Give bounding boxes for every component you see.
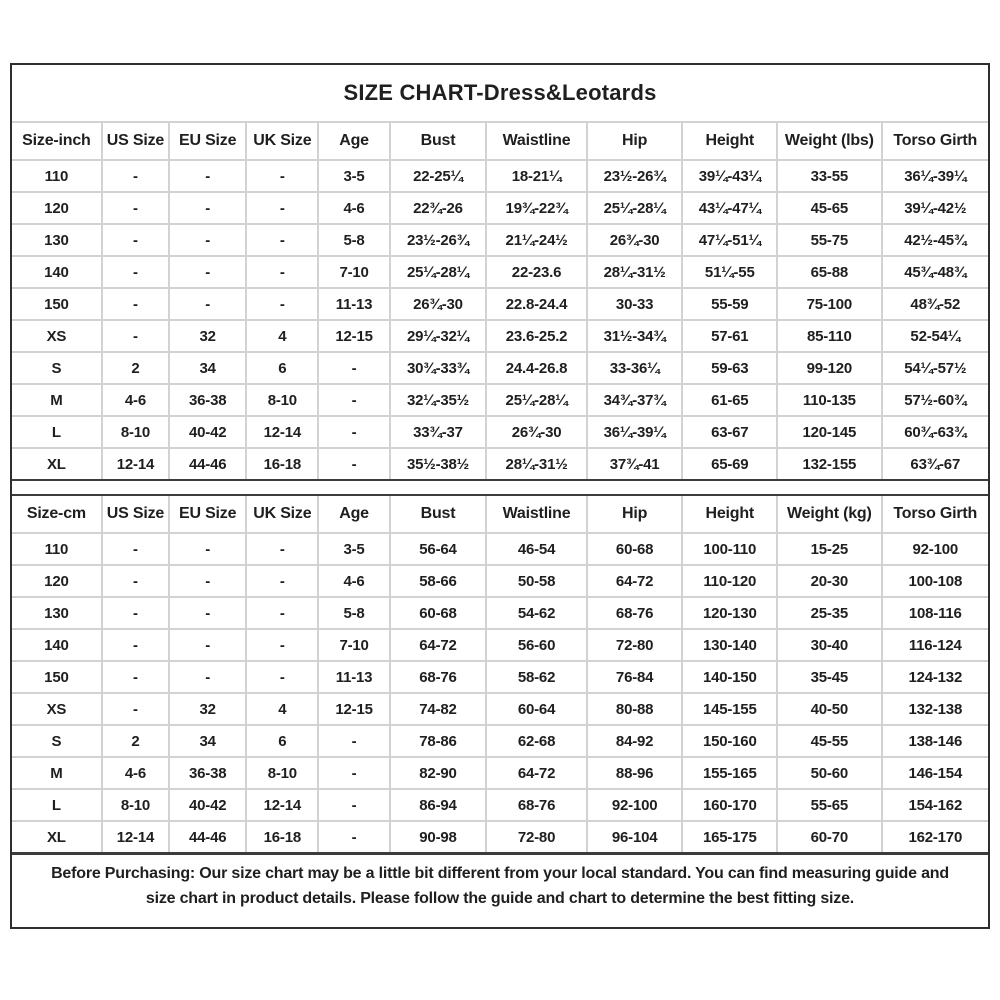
table-row: [12, 256, 988, 288]
table-cell: 25-35: [777, 597, 881, 629]
table-cell: 51¼-55: [682, 256, 777, 288]
size-row-label: 140: [12, 256, 102, 288]
table-cell: 3-5: [318, 533, 389, 565]
table-cell: 25¼-28¼: [486, 384, 587, 416]
table-cell: 132-138: [882, 693, 988, 725]
table-cell: -: [246, 256, 318, 288]
table-row: [12, 320, 988, 352]
table-cell: 138-146: [882, 725, 988, 757]
table-cell: -: [169, 288, 246, 320]
table-cell: 132-155: [777, 448, 881, 479]
table-row: [12, 629, 988, 661]
table-cell: 57-61: [682, 320, 777, 352]
table-cell: 60-70: [777, 821, 881, 852]
table-cell: 88-96: [587, 757, 683, 789]
table-cell: -: [318, 725, 389, 757]
table-cell: 120-145: [777, 416, 881, 448]
column-header: Torso Girth: [882, 123, 988, 160]
table-cell: 140-150: [682, 661, 777, 693]
size-row-label: L: [12, 416, 102, 448]
table-cell: -: [169, 565, 246, 597]
table-cell: 4-6: [318, 192, 389, 224]
table-cell: -: [246, 288, 318, 320]
table-cell: -: [102, 288, 169, 320]
table-cell: 23.6-25.2: [486, 320, 587, 352]
table-cell: 23½-26¾: [390, 224, 487, 256]
table-cell: 34: [169, 352, 246, 384]
table-cell: 36¼-39¼: [882, 160, 988, 192]
table-cell: 68-76: [587, 597, 683, 629]
table-cell: 24.4-26.8: [486, 352, 587, 384]
table-cell: 4: [246, 320, 318, 352]
table-cell: -: [102, 224, 169, 256]
table-cell: 28¼-31½: [587, 256, 683, 288]
size-row-label: M: [12, 757, 102, 789]
table-cell: 100-110: [682, 533, 777, 565]
table-cell: -: [246, 661, 318, 693]
table-cell: 12-14: [102, 821, 169, 852]
table-cell: -: [318, 352, 389, 384]
size-row-label: S: [12, 725, 102, 757]
size-row-label: S: [12, 352, 102, 384]
table-row: [12, 821, 988, 852]
table-cell: 40-42: [169, 416, 246, 448]
table-cell: -: [102, 533, 169, 565]
table-cell: 60¾-63¾: [882, 416, 988, 448]
table-cell: 63¾-67: [882, 448, 988, 479]
size-row-label: 110: [12, 160, 102, 192]
table-cell: -: [169, 192, 246, 224]
table-cell: 30-40: [777, 629, 881, 661]
size-row-label: 150: [12, 288, 102, 320]
table-cell: -: [318, 757, 389, 789]
table-cell: 4-6: [102, 384, 169, 416]
table-cell: 110-120: [682, 565, 777, 597]
table-row: [12, 448, 988, 479]
column-header: US Size: [102, 123, 169, 160]
table-cell: 6: [246, 352, 318, 384]
table-cell: -: [169, 160, 246, 192]
column-header: Torso Girth: [882, 496, 988, 533]
table-cell: 92-100: [882, 533, 988, 565]
table-cell: 22¾-26: [390, 192, 487, 224]
table-cell: 58-62: [486, 661, 587, 693]
table-cell: -: [246, 565, 318, 597]
table-cell: 80-88: [587, 693, 683, 725]
column-header: Bust: [390, 123, 487, 160]
table-row: [12, 288, 988, 320]
page-title: SIZE CHART-Dress&Leotards: [343, 80, 657, 105]
table-cell: 99-120: [777, 352, 881, 384]
table-cell: 4: [246, 693, 318, 725]
table-cell: -: [318, 416, 389, 448]
table-cell: 34¾-37¾: [587, 384, 683, 416]
table-cell: -: [246, 160, 318, 192]
table-cell: 55-75: [777, 224, 881, 256]
table-row: [12, 416, 988, 448]
table-cell: 68-76: [390, 661, 487, 693]
table-cell: 12-14: [102, 448, 169, 479]
table-cell: 116-124: [882, 629, 988, 661]
table-cell: 46-54: [486, 533, 587, 565]
table-cell: 50-58: [486, 565, 587, 597]
table-cell: 33-36¼: [587, 352, 683, 384]
size-row-label: 130: [12, 224, 102, 256]
table-cell: 28¼-31½: [486, 448, 587, 479]
table-cell: 40-42: [169, 789, 246, 821]
table-cell: -: [102, 565, 169, 597]
table-cell: 32: [169, 320, 246, 352]
table-cell: 82-90: [390, 757, 487, 789]
table-row: [12, 725, 988, 757]
table-cell: 108-116: [882, 597, 988, 629]
table-cell: 155-165: [682, 757, 777, 789]
table-cell: 30-33: [587, 288, 683, 320]
table-cell: 146-154: [882, 757, 988, 789]
table-cell: 11-13: [318, 288, 389, 320]
table-cell: 8-10: [246, 757, 318, 789]
table-cell: 120-130: [682, 597, 777, 629]
table-cell: -: [246, 597, 318, 629]
table-cell: 54-62: [486, 597, 587, 629]
size-table-inch: [12, 123, 988, 479]
table-cell: 45-55: [777, 725, 881, 757]
table-row: [12, 192, 988, 224]
column-header: UK Size: [246, 123, 318, 160]
table-cell: 56-60: [486, 629, 587, 661]
table-cell: -: [102, 629, 169, 661]
table-cell: 35½-38½: [390, 448, 487, 479]
table-cell: 22-25¼: [390, 160, 487, 192]
table-cell: -: [318, 448, 389, 479]
table-cell: 22.8-24.4: [486, 288, 587, 320]
table-cell: 7-10: [318, 256, 389, 288]
table-cell: 130-140: [682, 629, 777, 661]
table-cell: 96-104: [587, 821, 683, 852]
table-cell: 2: [102, 725, 169, 757]
table-cell: 8-10: [102, 416, 169, 448]
table-cell: 30¾-33¾: [390, 352, 487, 384]
table-cell: 12-14: [246, 789, 318, 821]
table-cell: 20-30: [777, 565, 881, 597]
table-cell: 61-65: [682, 384, 777, 416]
table-row: [12, 384, 988, 416]
table-cell: 52-54¼: [882, 320, 988, 352]
table-cell: 154-162: [882, 789, 988, 821]
column-header: Waistline: [486, 123, 587, 160]
table-cell: 150-160: [682, 725, 777, 757]
table-row: [12, 224, 988, 256]
table-cell: 160-170: [682, 789, 777, 821]
table-cell: 7-10: [318, 629, 389, 661]
table-cell: 16-18: [246, 448, 318, 479]
size-row-label: XL: [12, 821, 102, 852]
table-cell: 34: [169, 725, 246, 757]
table-cell: -: [102, 597, 169, 629]
column-header: UK Size: [246, 496, 318, 533]
table-cell: 124-132: [882, 661, 988, 693]
title-bar: [12, 65, 988, 123]
size-row-label: 120: [12, 565, 102, 597]
table-cell: 50-60: [777, 757, 881, 789]
table-cell: 78-86: [390, 725, 487, 757]
table-cell: 15-25: [777, 533, 881, 565]
table-cell: -: [246, 192, 318, 224]
table-cell: -: [102, 693, 169, 725]
table-cell: 55-59: [682, 288, 777, 320]
table-cell: 26¾-30: [486, 416, 587, 448]
table-cell: 25¼-28¼: [587, 192, 683, 224]
table-cell: -: [102, 320, 169, 352]
size-table-cm: [12, 496, 988, 852]
note-line-2: size chart in product details. Please follow the guide and chart to determine the best fitting size.: [145, 890, 855, 907]
table-cell: 4-6: [318, 565, 389, 597]
table-cell: 31½-34¾: [587, 320, 683, 352]
column-header: US Size: [102, 496, 169, 533]
size-row-label: XS: [12, 320, 102, 352]
column-header: Size-inch: [12, 123, 102, 160]
table-row: [12, 661, 988, 693]
table-cell: 162-170: [882, 821, 988, 852]
table-cell: 29¼-32¼: [390, 320, 487, 352]
table-cell: 60-68: [390, 597, 487, 629]
table-cell: -: [318, 384, 389, 416]
table-cell: 3-5: [318, 160, 389, 192]
column-header: Age: [318, 496, 389, 533]
table-cell: 12-15: [318, 693, 389, 725]
size-row-label: M: [12, 384, 102, 416]
size-row-label: L: [12, 789, 102, 821]
column-header: Height: [682, 123, 777, 160]
table-cell: 5-8: [318, 597, 389, 629]
size-row-label: 140: [12, 629, 102, 661]
table-cell: 33¾-37: [390, 416, 487, 448]
column-header: Size-cm: [12, 496, 102, 533]
table-cell: 32¼-35½: [390, 384, 487, 416]
table-cell: 72-80: [587, 629, 683, 661]
table-cell: 33-55: [777, 160, 881, 192]
table-cell: 6: [246, 725, 318, 757]
table-cell: 39¼-43¼: [682, 160, 777, 192]
table-cell: 47¼-51¼: [682, 224, 777, 256]
table-cell: 12-15: [318, 320, 389, 352]
purchase-note: [12, 852, 988, 919]
table-cell: -: [102, 160, 169, 192]
table-cell: 42½-45¾: [882, 224, 988, 256]
table-cell: -: [169, 224, 246, 256]
table-cell: 8-10: [246, 384, 318, 416]
table-cell: 57½-60¾: [882, 384, 988, 416]
column-header: Age: [318, 123, 389, 160]
table-row: [12, 352, 988, 384]
table-cell: 36-38: [169, 384, 246, 416]
table-cell: 165-175: [682, 821, 777, 852]
size-row-label: XL: [12, 448, 102, 479]
table-cell: 64-72: [390, 629, 487, 661]
table-cell: 21¼-24½: [486, 224, 587, 256]
table-cell: 55-65: [777, 789, 881, 821]
table-cell: 36-38: [169, 757, 246, 789]
table-row: [12, 565, 988, 597]
table-cell: -: [102, 192, 169, 224]
table-cell: 54¼-57½: [882, 352, 988, 384]
table-cell: 72-80: [486, 821, 587, 852]
table-cell: -: [246, 224, 318, 256]
column-header: Waistline: [486, 496, 587, 533]
size-row-label: 120: [12, 192, 102, 224]
table-cell: 60-68: [587, 533, 683, 565]
table-cell: -: [169, 256, 246, 288]
column-header: Bust: [390, 496, 487, 533]
size-row-label: 130: [12, 597, 102, 629]
column-header: Weight (lbs): [777, 123, 881, 160]
table-cell: 85-110: [777, 320, 881, 352]
column-header: Hip: [587, 123, 683, 160]
table-cell: 65-69: [682, 448, 777, 479]
table-cell: 45-65: [777, 192, 881, 224]
table-cell: 62-68: [486, 725, 587, 757]
table-cell: 19¾-22¾: [486, 192, 587, 224]
table-row: [12, 160, 988, 192]
table-cell: 76-84: [587, 661, 683, 693]
table-cell: 68-76: [486, 789, 587, 821]
table-cell: -: [246, 533, 318, 565]
table-cell: 64-72: [486, 757, 587, 789]
table-row: [12, 757, 988, 789]
table-cell: -: [169, 533, 246, 565]
table-cell: -: [102, 256, 169, 288]
table-cell: 90-98: [390, 821, 487, 852]
table-cell: 5-8: [318, 224, 389, 256]
table-cell: 22-23.6: [486, 256, 587, 288]
size-row-label: 150: [12, 661, 102, 693]
size-row-label: XS: [12, 693, 102, 725]
table-cell: 48¾-52: [882, 288, 988, 320]
table-row: [12, 789, 988, 821]
table-cell: 100-108: [882, 565, 988, 597]
table-cell: 35-45: [777, 661, 881, 693]
table-cell: -: [102, 661, 169, 693]
table-row: [12, 533, 988, 565]
size-chart-sheet: [10, 63, 990, 929]
table-cell: 74-82: [390, 693, 487, 725]
header-row: [12, 496, 988, 533]
table-cell: 40-50: [777, 693, 881, 725]
table-cell: 84-92: [587, 725, 683, 757]
table-cell: 32: [169, 693, 246, 725]
column-header: Weight (kg): [777, 496, 881, 533]
table-cell: 44-46: [169, 448, 246, 479]
header-row: [12, 123, 988, 160]
table-divider: [12, 479, 988, 496]
table-cell: 59-63: [682, 352, 777, 384]
table-cell: 12-14: [246, 416, 318, 448]
table-cell: 43¼-47¼: [682, 192, 777, 224]
table-cell: 8-10: [102, 789, 169, 821]
column-header: Hip: [587, 496, 683, 533]
table-cell: 86-94: [390, 789, 487, 821]
table-cell: 2: [102, 352, 169, 384]
column-header: EU Size: [169, 496, 246, 533]
table-cell: -: [169, 661, 246, 693]
size-row-label: 110: [12, 533, 102, 565]
table-cell: -: [169, 597, 246, 629]
table-cell: 25¼-28¼: [390, 256, 487, 288]
table-cell: 145-155: [682, 693, 777, 725]
table-cell: -: [318, 821, 389, 852]
table-cell: 92-100: [587, 789, 683, 821]
table-cell: 23½-26¾: [587, 160, 683, 192]
table-cell: 44-46: [169, 821, 246, 852]
column-header: Height: [682, 496, 777, 533]
table-cell: 58-66: [390, 565, 487, 597]
table-cell: 110-135: [777, 384, 881, 416]
table-row: [12, 597, 988, 629]
table-row: [12, 693, 988, 725]
table-cell: 37¾-41: [587, 448, 683, 479]
table-cell: 4-6: [102, 757, 169, 789]
table-cell: 75-100: [777, 288, 881, 320]
table-cell: 26¾-30: [390, 288, 487, 320]
column-header: EU Size: [169, 123, 246, 160]
table-cell: 39¼-42½: [882, 192, 988, 224]
table-cell: 64-72: [587, 565, 683, 597]
table-cell: 60-64: [486, 693, 587, 725]
table-cell: 16-18: [246, 821, 318, 852]
table-cell: 36¼-39¼: [587, 416, 683, 448]
table-cell: 56-64: [390, 533, 487, 565]
table-cell: -: [318, 789, 389, 821]
table-cell: 45¾-48¾: [882, 256, 988, 288]
table-cell: 63-67: [682, 416, 777, 448]
table-cell: 65-88: [777, 256, 881, 288]
table-cell: 18-21¼: [486, 160, 587, 192]
table-cell: -: [246, 629, 318, 661]
table-cell: 11-13: [318, 661, 389, 693]
note-line-1: Before Purchasing: Our size chart may be a little bit different from your local standard. You can find measuring guide and: [51, 865, 949, 883]
table-cell: 26¾-30: [587, 224, 683, 256]
table-cell: -: [169, 629, 246, 661]
